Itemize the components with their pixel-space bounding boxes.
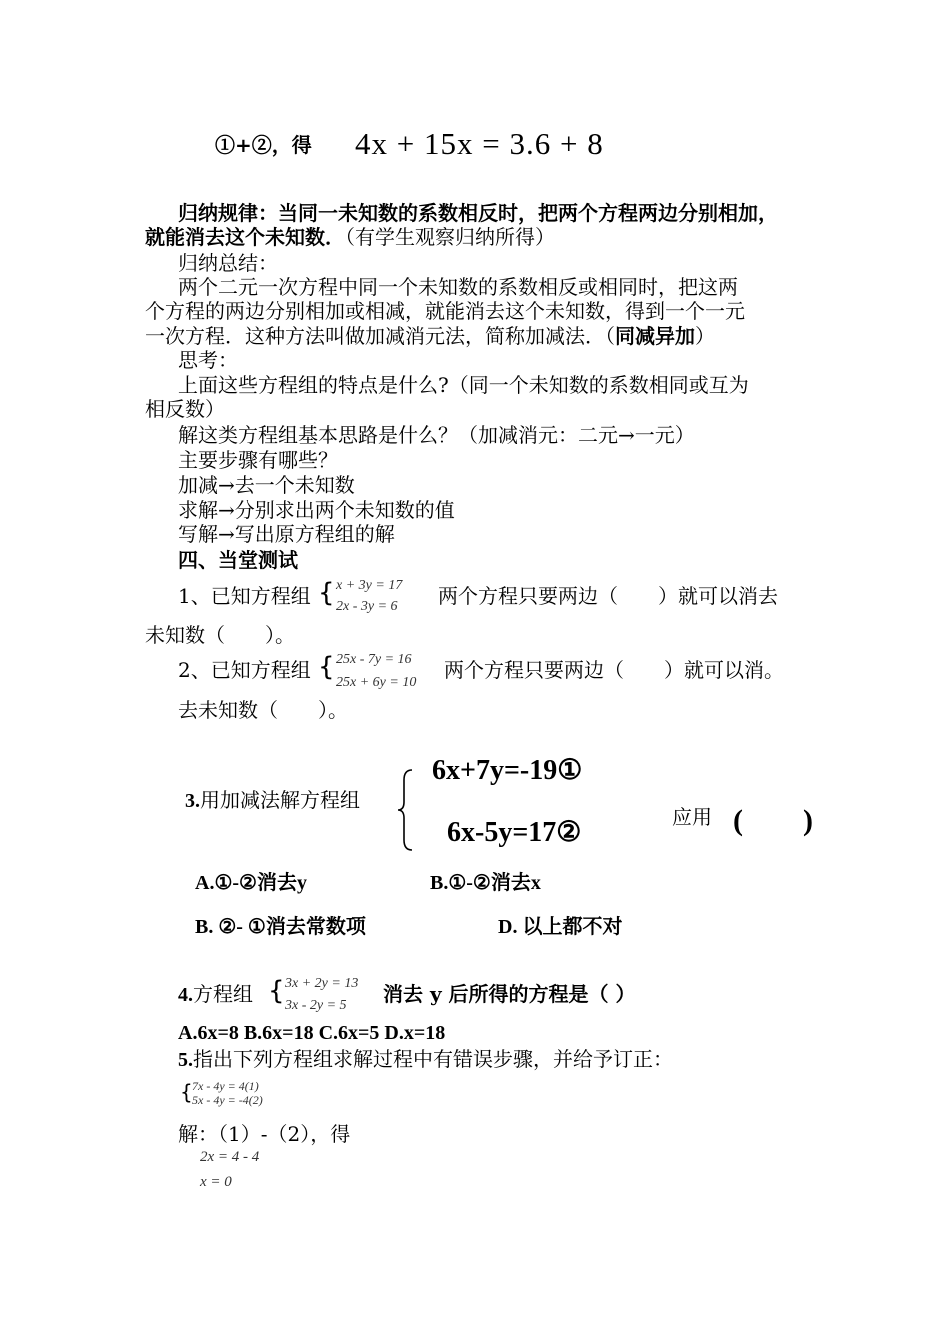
q1-cont: 未知数（ ）。 (145, 623, 295, 647)
q4-eq2: 3x - 2y = 5 (285, 998, 347, 1013)
q2-cont: 去未知数（ ）。 (178, 698, 348, 722)
q4-options: A.6x=8 B.6x=18 C.6x=5 D.x=18 (178, 1022, 446, 1044)
test-heading: 四、当堂测试 (178, 548, 298, 572)
q2-prefix: 2、已知方程组 (178, 658, 311, 682)
rule-note: （有学生观察归纳所得） (345, 225, 555, 249)
summary-line3a: 一次方程．这种方法叫做加减消元法，简称加减法．（ (145, 324, 615, 348)
q4-number: 4. (178, 984, 193, 1006)
think-q2: 解这类方程组基本思路是什么？（加减消元：二元→一元） (178, 423, 695, 447)
q5-text: 指出下列方程组求解过程中有错误步骤，并给予订正： (193, 1047, 673, 1071)
q3-stem (185, 788, 360, 813)
q3-option-d: D. 以上都不对 (498, 916, 623, 938)
q3-answer-paren: ( ) (733, 804, 813, 837)
q1-prefix: 1、已知方程组 (178, 584, 311, 608)
q5-eq1: 7x - 4y = 4(1) (192, 1079, 259, 1093)
summary-heading: 归纳总结： (178, 251, 278, 275)
q1-text: 两个方程只要两边（ ）就可以消去 (438, 584, 778, 608)
q3-brace (396, 768, 416, 852)
q4-text: 方程组 (193, 982, 253, 1006)
q5-number: 5. (178, 1049, 193, 1071)
q2-text: 两个方程只要两边（ ）就可以消。 (444, 658, 784, 682)
step-equation: 4x + 15x = 3.6 + 8 (355, 126, 604, 161)
q3-eq2: 6x-5y=17② (447, 817, 582, 848)
q3-apply: 应用 (672, 805, 712, 829)
q5-work2: x = 0 (200, 1174, 232, 1190)
think-step3: 写解→写出原方程组的解 (178, 522, 395, 546)
summary-line1: 两个二元一次方程中同一个未知数的系数相反或相同时，把这两 (178, 275, 738, 299)
q5-eq2: 5x - 4y = -4(2) (192, 1093, 263, 1107)
q2-eq1: 25x - 7y = 16 (336, 652, 412, 667)
think-step1: 加减→去一个未知数 (178, 473, 355, 497)
rule-line2: 就能消去这个未知数． (145, 225, 345, 249)
step-label: ①+②，得 (215, 133, 312, 157)
summary-line3 (145, 324, 715, 348)
q4-brace: { (268, 976, 285, 1006)
summary-line3c: ） (695, 324, 715, 348)
q3-number: 3. (185, 790, 200, 812)
q4-eq1: 3x + 2y = 13 (285, 976, 359, 991)
q1-eq2: 2x - 3y = 6 (336, 599, 398, 614)
q3-option-b1: B.①-②消去x (430, 872, 541, 894)
q5-work1: 2x = 4 - 4 (200, 1149, 260, 1165)
q3-option-b2: B. ②- ①消去常数项 (195, 916, 366, 938)
q3-text: 用加减法解方程组 (200, 788, 360, 812)
q2-brace: { (318, 652, 335, 682)
q1-eq1: x + 3y = 17 (336, 578, 403, 593)
q3-option-a: A.①-②消去y (195, 872, 307, 894)
q5-solution: 解：（1）-（2），得 (178, 1122, 351, 1146)
think-step2: 求解→分别求出两个未知数的值 (178, 498, 455, 522)
think-heading: 思考： (178, 348, 238, 372)
q3-eq1: 6x+7y=-19① (432, 755, 583, 786)
q1-brace: { (318, 578, 335, 608)
summary-keyword: 同减异加 (615, 324, 695, 348)
q4-stem (178, 982, 253, 1007)
think-q1a: 上面这些方程组的特点是什么?（同一个未知数的系数相同或互为 (178, 373, 749, 397)
think-q1b: 相反数） (145, 397, 225, 421)
summary-line2: 个方程的两边分别相加或相减，就能消去这个未知数，得到一个一元 (145, 299, 745, 323)
q2-eq2: 25x + 6y = 10 (336, 675, 417, 690)
q5-brace: { (180, 1080, 193, 1104)
q4-tail: 消去 y 后所得的方程是（ ） (383, 982, 636, 1006)
rule-line2-wrap (145, 225, 555, 249)
think-q3: 主要步骤有哪些？ (178, 448, 338, 472)
rule-line1: 归纳规律：当同一未知数的系数相反时，把两个方程两边分别相加， (178, 201, 778, 225)
q5-stem (178, 1047, 673, 1072)
